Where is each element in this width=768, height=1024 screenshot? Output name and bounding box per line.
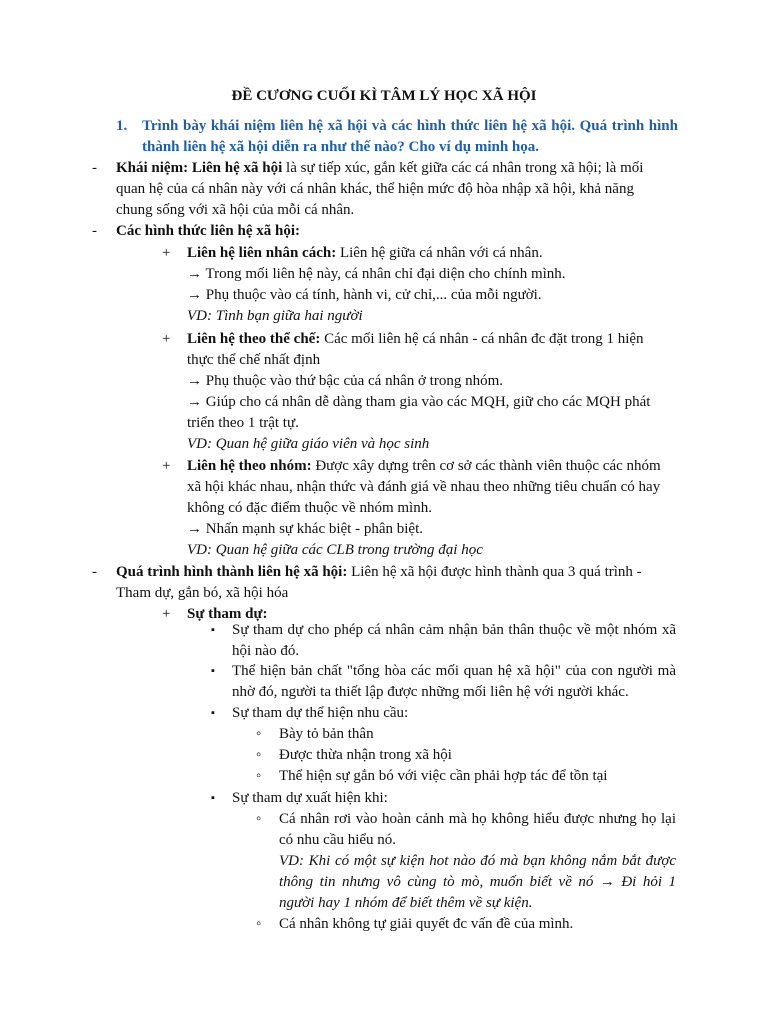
institutional-line-1 <box>187 329 644 350</box>
circle-bullet: ◦ <box>256 747 262 763</box>
institutional-arrow-2: → Giúp cho cá nhân dễ dàng tham gia vào các MQH, giữ cho các MQH phát <box>187 394 651 410</box>
group-label: Liên hệ theo nhóm: <box>187 458 312 474</box>
participation-item-2: Thể hiện bản chất "tổng hòa các mối quan hệ xã hội" của con người mà nhờ đó, người ta thiết lập được những mối liên hệ với người khác. <box>232 663 676 700</box>
group-text: Được xây dựng trên cơ sở các thành viên thuộc các nhóm <box>311 458 661 474</box>
institutional-text: Các mối liên hệ cá nhân - cá nhân đc đặt trong 1 hiện <box>320 331 644 347</box>
institutional-label: Liên hệ theo thể chế: <box>187 331 321 347</box>
group-line-1 <box>187 456 661 477</box>
institutional-arrow-1: → Phụ thuộc vào thứ bậc của cá nhân ở trong nhóm. <box>187 373 503 389</box>
concept-text: là sự tiếp xúc, gắn kết giữa các cá nhân trong xã hội; là mối <box>282 160 644 176</box>
square-bullet: ▪ <box>211 665 215 677</box>
dash-bullet: - <box>92 564 97 580</box>
concept-line-1 <box>116 158 643 179</box>
group-line-3: không có đặc điểm thuộc về nhóm mình. <box>187 500 432 516</box>
concept-line-3: chung sống với xã hội của mỗi cá nhân. <box>116 202 355 218</box>
institutional-example: VD: Quan hệ giữa giáo viên và học sinh <box>187 436 430 452</box>
document-title: ĐỀ CƯƠNG CUỐI KÌ TÂM LÝ HỌC XÃ HỘI <box>231 88 537 104</box>
concept-label: Khái niệm: <box>116 160 189 176</box>
personal-text: Liên hệ giữa cá nhân với cá nhân. <box>336 245 543 261</box>
question-number: 1. <box>116 118 128 134</box>
personal-example: VD: Tình bạn giữa hai người <box>187 308 363 324</box>
dash-bullet: - <box>92 223 97 239</box>
personal-arrow-1: → Trong mối liên hệ này, cá nhân chỉ đại diện cho chính mình. <box>187 266 566 282</box>
need-item-2: Được thừa nhận trong xã hội <box>279 747 452 763</box>
group-arrow-1: → Nhấn mạnh sự khác biệt - phân biệt. <box>187 521 423 537</box>
process-line-2: Tham dự, gắn bó, xã hội hóa <box>116 585 289 601</box>
participation-item-3: Sự tham dự thể hiện nhu cầu: <box>232 705 409 721</box>
personal-line-1 <box>187 243 543 264</box>
participation-label: Sự tham dự: <box>187 606 268 622</box>
plus-bullet: + <box>162 458 171 474</box>
circle-bullet: ◦ <box>256 811 262 827</box>
forms-heading-text: Các hình thức liên hệ xã hội: <box>116 223 301 239</box>
square-bullet: ▪ <box>211 707 215 719</box>
plus-bullet: + <box>162 331 171 347</box>
process-text: Liên hệ xã hội được hình thành qua 3 quá trình - <box>347 564 642 580</box>
process-heading: Quá trình hình thành liên hệ xã hội: <box>116 564 348 580</box>
need-item-3: Thể hiện sự gắn bó với việc cần phải hợp tác để tồn tại <box>279 768 608 784</box>
when-example: VD: Khi có một sự kiện hot nào đó mà bạn không nắm bắt được thông tin nhưng vô cùng tò mò, muốn biết về nó → Đi hỏi 1 người hay 1 nhóm để biết thêm về sự kiện. <box>279 853 676 911</box>
dash-bullet: - <box>92 160 97 176</box>
circle-bullet: ◦ <box>256 726 262 742</box>
when-item-2: Cá nhân không tự giải quyết đc vấn đề của mình. <box>279 916 574 932</box>
when-item-1: Cá nhân rơi vào hoàn cảnh mà họ không hiểu được nhưng họ lại có nhu cầu hiểu nó. <box>279 811 676 848</box>
forms-heading <box>116 221 300 242</box>
institutional-arrow-2-cont: triển theo 1 trật tự. <box>187 415 299 431</box>
circle-bullet: ◦ <box>256 768 262 784</box>
circle-bullet: ◦ <box>256 916 262 932</box>
square-bullet: ▪ <box>211 792 215 804</box>
group-line-2: xã hội khác nhau, nhận thức và đánh giá về nhau theo những tiêu chuẩn có hay <box>187 479 661 495</box>
need-item-1: Bày tỏ bản thân <box>279 726 374 742</box>
group-example: VD: Quan hệ giữa các CLB trong trường đại học <box>187 542 483 558</box>
personal-arrow-2: → Phụ thuộc vào cá tính, hành vi, cử chỉ,... của mỗi người. <box>187 287 542 303</box>
plus-bullet: + <box>162 245 171 261</box>
process-line-1 <box>116 562 642 583</box>
participation-item-4: Sự tham dự xuất hiện khi: <box>232 790 388 806</box>
question-1 <box>116 116 678 158</box>
personal-label: Liên hệ liên nhân cách: <box>187 245 337 261</box>
concept-line-2: quan hệ của cá nhân này với cá nhân khác, thể hiện mức độ hòa nhập xã hội, khả năng <box>116 181 634 197</box>
question-text: Trình bày khái niệm liên hệ xã hội và các hình thức liên hệ xã hội. Quá trình hình thành liên hệ xã hội diễn ra như thế nào? Cho ví dụ minh họa. <box>142 118 678 155</box>
plus-bullet: + <box>162 606 171 622</box>
concept-term: Liên hệ xã hội <box>191 160 283 176</box>
square-bullet: ▪ <box>211 624 215 636</box>
institutional-line-2: thực thể chế nhất định <box>187 352 321 368</box>
participation-item-1: Sự tham dự cho phép cá nhân cảm nhận bản thân thuộc về một nhóm xã hội nào đó. <box>232 622 676 659</box>
